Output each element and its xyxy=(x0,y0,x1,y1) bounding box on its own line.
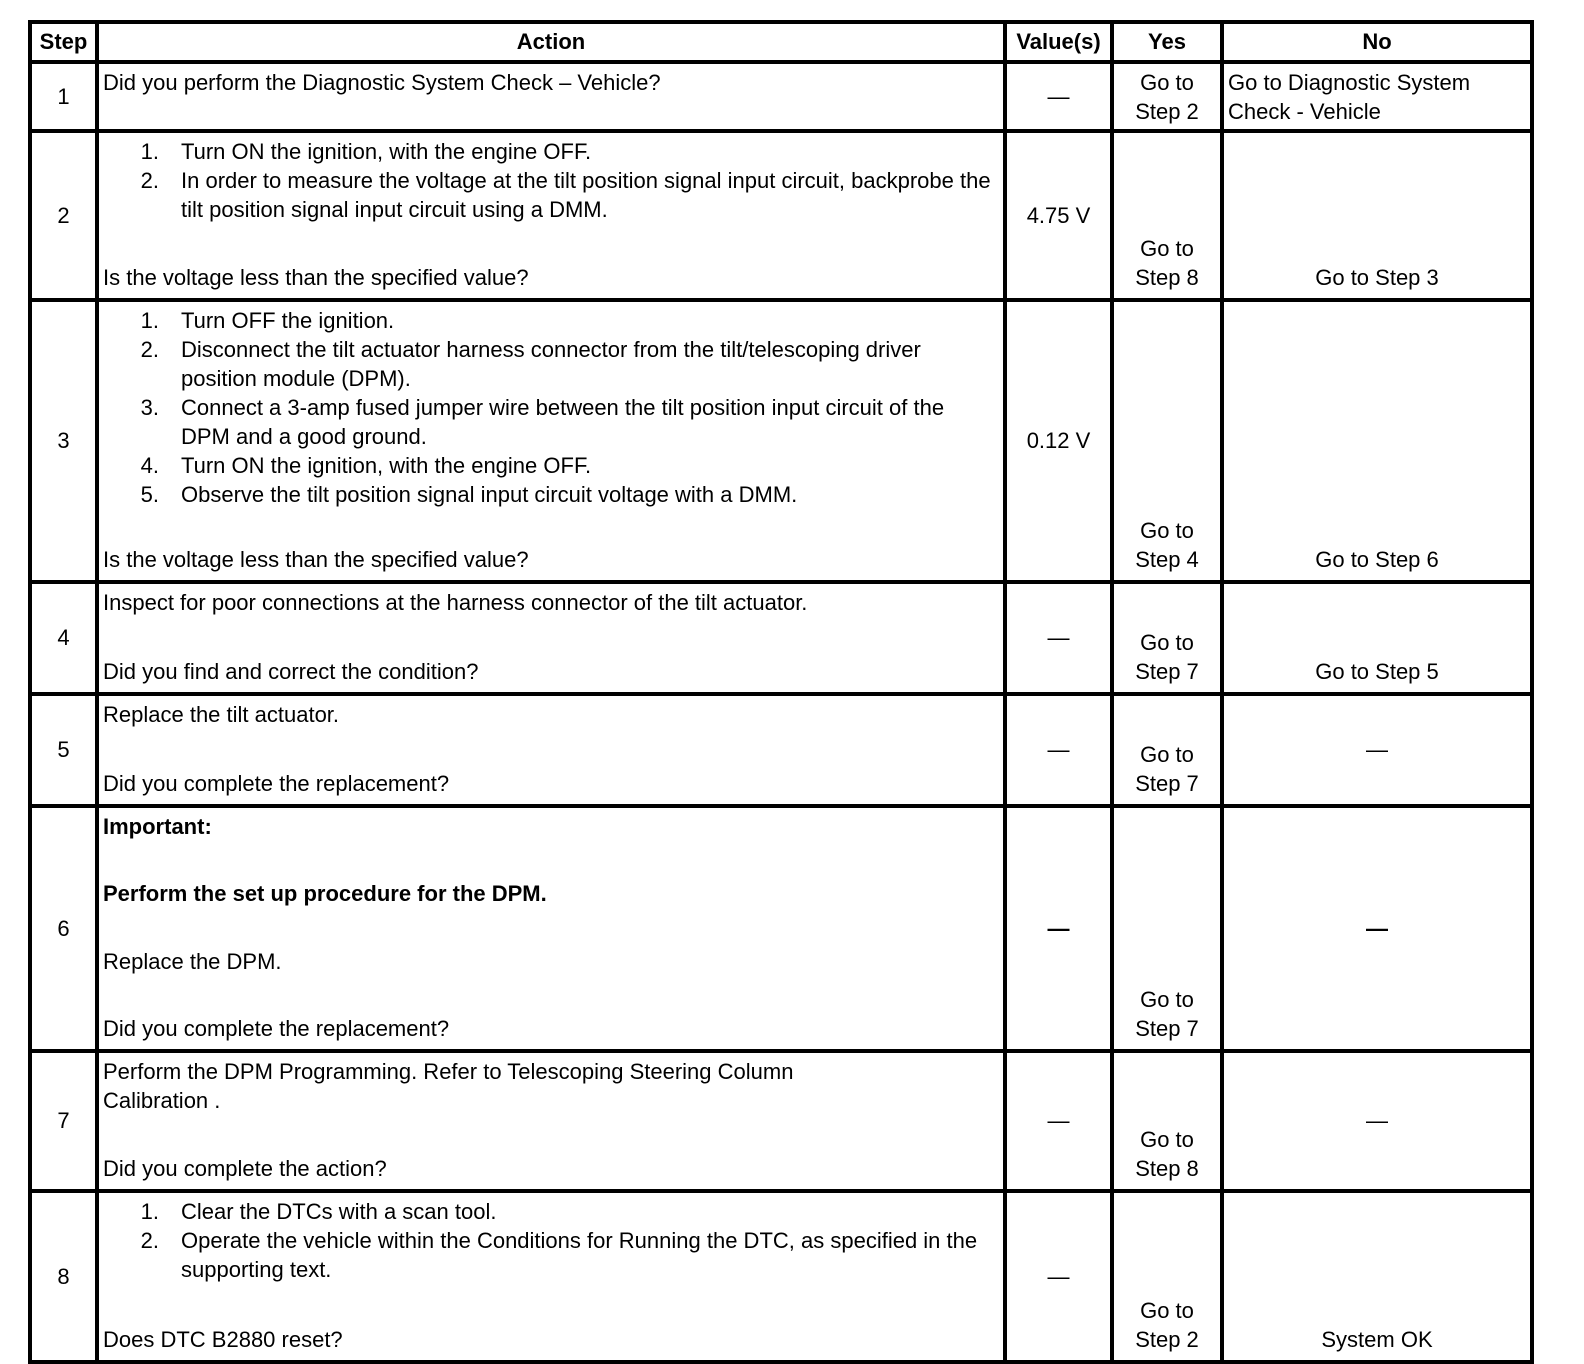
table-row xyxy=(30,131,1532,300)
action-list xyxy=(103,1197,999,1284)
list-item: 1. Turn OFF the ignition. xyxy=(140,308,395,333)
no-cell: System OK xyxy=(1222,1191,1532,1362)
list-item: 4. Turn ON the ignition, with the engine OFF. xyxy=(140,453,592,478)
diagnostic-table xyxy=(28,20,1534,1364)
value-cell: 0.12 V xyxy=(1005,300,1112,582)
list-item: 2. Operate the vehicle within the Conditions for Running the DTC, as specified in the supporting text. xyxy=(140,1228,978,1282)
step-number: 4 xyxy=(30,582,97,694)
action-text: Replace the DPM. xyxy=(103,948,282,974)
value-cell: — xyxy=(1005,1191,1112,1362)
header-no: No xyxy=(1222,22,1532,62)
list-item: 1. Turn ON the ignition, with the engine OFF. xyxy=(140,139,592,164)
action-text: Perform the DPM Programming. Refer to Telescoping Steering Column Calibration . xyxy=(103,1059,794,1113)
table-row xyxy=(30,1191,1532,1362)
yes-line: Go to xyxy=(1140,1298,1194,1323)
action-cell xyxy=(97,582,1005,694)
yes-cell xyxy=(1112,131,1222,300)
yes-line: Step 7 xyxy=(1135,1016,1199,1041)
yes-line: Go to xyxy=(1140,630,1194,655)
yes-cell xyxy=(1112,300,1222,582)
yes-line: Step 2 xyxy=(1135,1327,1199,1352)
action-text: Replace the tilt actuator. xyxy=(103,702,340,727)
yes-line: Go to xyxy=(1140,742,1194,767)
action-cell xyxy=(97,694,1005,806)
no-cell: — xyxy=(1222,694,1532,806)
no-cell: Go to Diagnostic System Check - Vehicle xyxy=(1222,62,1532,131)
action-question: Did you find and correct the condition? xyxy=(103,659,479,684)
important-label: Important: xyxy=(103,814,212,839)
header-row xyxy=(30,22,1532,62)
action-cell xyxy=(97,131,1005,300)
action-question: Did you complete the replacement? xyxy=(103,1015,450,1041)
no-cell: Go to Step 3 xyxy=(1222,131,1532,300)
yes-cell xyxy=(1112,806,1222,1051)
yes-line: Go to xyxy=(1140,1127,1194,1152)
no-cell: — xyxy=(1222,806,1532,1051)
list-item: 3. Connect a 3-amp fused jumper wire between the tilt position input circuit of the DPM and a good ground. xyxy=(140,395,945,449)
table-row xyxy=(30,806,1532,1051)
yes-cell xyxy=(1112,62,1222,131)
value-cell: — xyxy=(1005,62,1112,131)
yes-line: Step 4 xyxy=(1135,547,1199,572)
list-item: 1. Clear the DTCs with a scan tool. xyxy=(140,1199,497,1224)
action-question: Does DTC B2880 reset? xyxy=(103,1327,343,1352)
header-action: Action xyxy=(97,22,1005,62)
value-cell: — xyxy=(1005,1051,1112,1191)
action-list xyxy=(103,137,999,224)
yes-line: Go to xyxy=(1140,987,1194,1012)
no-cell: Go to Step 5 xyxy=(1222,582,1532,694)
yes-line: Step 7 xyxy=(1135,771,1199,796)
action-text: Inspect for poor connections at the harness connector of the tilt actuator. xyxy=(103,590,808,615)
step-number: 7 xyxy=(30,1051,97,1191)
action-cell xyxy=(97,806,1005,1051)
value-cell: — xyxy=(1005,694,1112,806)
action-question: Is the voltage less than the specified value? xyxy=(103,265,529,290)
action-cell xyxy=(97,62,1005,131)
value-cell: 4.75 V xyxy=(1005,131,1112,300)
yes-cell xyxy=(1112,1051,1222,1191)
yes-line: Go to xyxy=(1140,236,1194,261)
list-item: 2. Disconnect the tilt actuator harness connector from the tilt/telescoping driver position module (DPM). xyxy=(140,337,921,391)
action-question: Did you complete the action? xyxy=(103,1156,387,1181)
header-values: Value(s) xyxy=(1005,22,1112,62)
step-number: 8 xyxy=(30,1191,97,1362)
list-item: 5. Observe the tilt position signal input circuit voltage with a DMM. xyxy=(140,482,798,507)
no-cell: Go to Step 6 xyxy=(1222,300,1532,582)
header-step: Step xyxy=(30,22,97,62)
step-number: 2 xyxy=(30,131,97,300)
table-row xyxy=(30,1051,1532,1191)
header-yes: Yes xyxy=(1112,22,1222,62)
yes-cell xyxy=(1112,1191,1222,1362)
action-cell xyxy=(97,1191,1005,1362)
action-cell xyxy=(97,300,1005,582)
action-text: Did you perform the Diagnostic System Check – Vehicle? xyxy=(103,70,661,95)
table-row xyxy=(30,300,1532,582)
important-text: Perform the set up procedure for the DPM. xyxy=(103,881,547,907)
action-cell xyxy=(97,1051,1005,1191)
table-row xyxy=(30,62,1532,131)
yes-line: Go to xyxy=(1140,518,1194,543)
yes-line: Step 8 xyxy=(1135,1156,1199,1181)
action-question: Is the voltage less than the specified value? xyxy=(103,547,529,572)
table-row xyxy=(30,694,1532,806)
step-number: 5 xyxy=(30,694,97,806)
value-cell: — xyxy=(1005,582,1112,694)
step-number: 6 xyxy=(30,806,97,1051)
yes-line: Step 7 xyxy=(1135,659,1199,684)
step-number: 3 xyxy=(30,300,97,582)
yes-text: Go to Step 2 xyxy=(1135,70,1199,124)
action-list xyxy=(103,306,999,509)
yes-cell xyxy=(1112,582,1222,694)
yes-cell xyxy=(1112,694,1222,806)
action-question: Did you complete the replacement? xyxy=(103,771,450,796)
step-number: 1 xyxy=(30,62,97,131)
list-item: 2. In order to measure the voltage at the tilt position signal input circuit, backprobe the tilt position signal input circuit using a DMM. xyxy=(140,168,991,222)
table-row xyxy=(30,582,1532,694)
value-cell: — xyxy=(1005,806,1112,1051)
no-cell: — xyxy=(1222,1051,1532,1191)
yes-line: Step 8 xyxy=(1135,265,1199,290)
